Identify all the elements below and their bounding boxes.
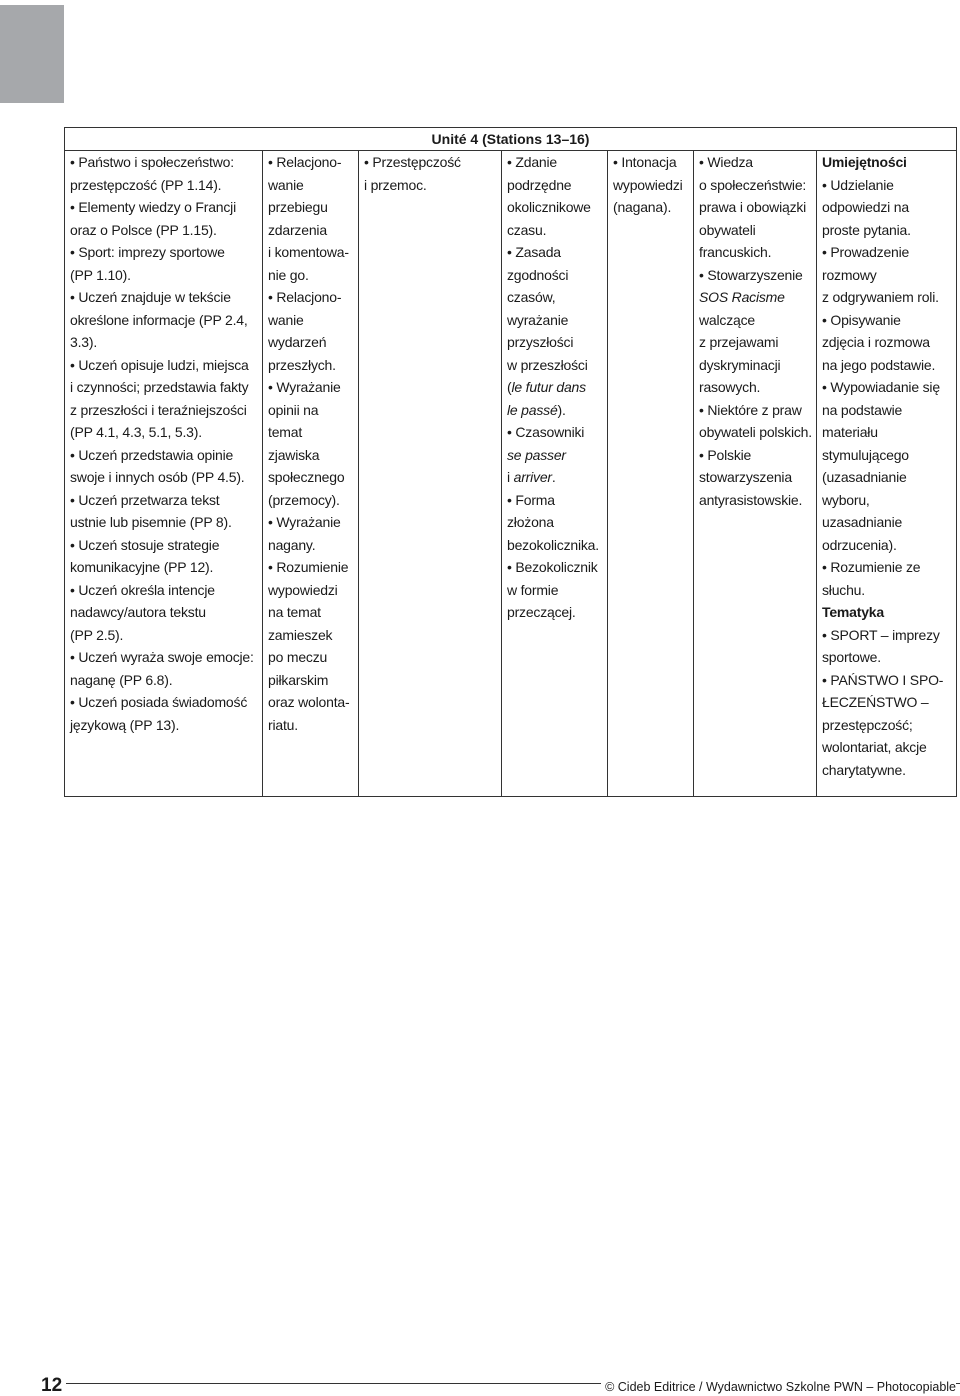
cell-line: • Stowarzyszenie <box>699 266 803 283</box>
cell-line: komunikacyjne (PP 12). <box>70 559 214 575</box>
cell-line: w przeszłości <box>507 356 588 373</box>
cell-line: • Zasada <box>507 244 561 260</box>
cell-line: walczące <box>699 311 755 328</box>
cell-line: wypowiedzi <box>268 581 338 598</box>
cell-line: czasów, <box>507 289 556 305</box>
cell-line: • Forma <box>507 491 555 508</box>
cell-line: • Opisywanie <box>822 311 901 328</box>
cell-line: • Uczeń stosuje strategie <box>70 536 220 553</box>
cell-line: • Uczeń wyraża swoje emocje: <box>70 649 254 665</box>
page-number: 12 <box>41 1375 63 1396</box>
cell-line: • Wiedza <box>699 154 753 170</box>
cell-line: riatu. <box>268 716 298 733</box>
cell-line: oraz o Polsce (PP 1.15). <box>70 221 217 238</box>
cell-line: • Elementy wiedzy o Francji <box>70 199 237 215</box>
cell-line: ustnie lub pisemnie (PP 8). <box>70 514 232 530</box>
cell-line: (nagana). <box>613 199 672 215</box>
cell-line: przestępczość (PP 1.14). <box>70 176 222 193</box>
cell-line: • Uczeń przetwarza tekst <box>70 491 220 508</box>
cell-line: przyszłości <box>507 334 574 350</box>
cell-line: na jego podstawie. <box>822 356 936 373</box>
cell-line: nie go. <box>268 266 309 283</box>
cell-line: (przemocy). <box>268 491 340 508</box>
cell-line: wyboru, <box>822 491 870 508</box>
cell-line: • Niektóre z praw <box>699 401 802 418</box>
cell-line: uzasadnianie <box>822 514 903 530</box>
cell-line: rozmowy <box>822 266 877 283</box>
cell-line: • Wyrażanie <box>268 379 341 395</box>
cell-line: i komentowa- <box>268 244 349 260</box>
cell-line: prawa i obowiązki <box>699 199 807 215</box>
cell-line: obywateli polskich. <box>699 424 812 440</box>
column-curriculum-requirements <box>65 151 263 796</box>
cell-line: nadawcy/autora tekstu <box>70 604 206 620</box>
cell-line: językową (PP 13). <box>70 716 180 733</box>
cell-line: czasu. <box>507 221 547 238</box>
cell-line: • Bezokolicznik <box>507 559 598 575</box>
cell-line: piłkarskim <box>268 671 329 688</box>
cell-line: bezokolicznika. <box>507 536 599 553</box>
cell-line: • Uczeń znajduje w tekście <box>70 289 231 305</box>
cell-line: wanie <box>268 176 304 193</box>
cell-line: • Uczeń posiada świadomość <box>70 694 248 710</box>
cell-line: zamieszek <box>268 626 333 643</box>
cell-line: proste pytania. <box>822 221 911 238</box>
cell-line: wyrażanie <box>507 311 569 328</box>
cell-line: w formie <box>507 581 559 598</box>
cell-line: • Intonacja <box>613 154 677 170</box>
cell-line: SOS Racisme <box>699 289 785 305</box>
cell-line: obywateli <box>699 221 756 238</box>
cell-line: okolicznikowe <box>507 199 591 215</box>
cell-line: przeszłych. <box>268 356 336 373</box>
cell-line: • Udzielanie <box>822 176 894 193</box>
cell-line: zdjęcia i rozmowa <box>822 334 930 350</box>
cell-line: • Sport: imprezy sportowe <box>70 244 225 260</box>
cell-line: • Relacjono- <box>268 289 342 305</box>
cell-line: Umiejętności <box>822 154 907 170</box>
cell-line: zdarzenia <box>268 221 327 238</box>
cell-line: • Rozumienie <box>268 559 349 575</box>
cell-line: o społeczeństwie: <box>699 176 807 193</box>
column-phonetics <box>608 151 694 796</box>
unit-title: Unité 4 (Stations 13–16) <box>65 128 956 151</box>
cell-line: • Relacjono- <box>268 154 342 170</box>
cell-line: (uzasadnianie <box>822 469 907 485</box>
cell-line: • Prowadzenie <box>822 244 910 260</box>
cell-line: przestępczość; <box>822 716 913 733</box>
cell-line: • Przestępczość <box>364 154 461 170</box>
cell-line: po meczu <box>268 649 328 665</box>
cell-line: charytatywne. <box>822 761 906 778</box>
cell-line: rasowych. <box>699 379 761 395</box>
cell-line: słuchu. <box>822 581 865 598</box>
cell-line: se passer <box>507 446 566 463</box>
cell-line: zgodności <box>507 266 569 283</box>
cell-line: i przemoc. <box>364 176 427 193</box>
cell-line: • Zdanie <box>507 154 557 170</box>
cell-line: naganę (PP 6.8). <box>70 671 173 688</box>
cell-line: podrzędne <box>507 176 572 193</box>
cell-line: • Czasowniki <box>507 424 585 440</box>
corner-tab <box>0 5 64 103</box>
cell-line: • PAŃSTWO I SPO- <box>822 671 944 688</box>
cell-line: (PP 2.5). <box>70 626 124 643</box>
cell-line: złożona <box>507 514 554 530</box>
cell-line: stowarzyszenia <box>699 469 792 485</box>
cell-line: (PP 4.1, 4.3, 5.1, 5.3). <box>70 424 202 440</box>
cell-line: wypowiedzi <box>613 176 683 193</box>
cell-line: z przeszłości i teraźniejszości <box>70 401 247 418</box>
cell-line: (le futur dans <box>507 379 586 395</box>
cell-line: antyrasistowskie. <box>699 491 803 508</box>
cell-line: Tematyka <box>822 604 884 620</box>
cell-line: • SPORT – imprezy <box>822 626 940 643</box>
cell-line: przebiegu <box>268 199 328 215</box>
cell-line: • Uczeń przedstawia opinie <box>70 446 234 463</box>
column-grammar <box>502 151 608 796</box>
cell-line: odrzucenia). <box>822 536 897 553</box>
cell-line: przeczącej. <box>507 604 576 620</box>
cell-line: ŁECZEŃSTWO – <box>822 694 929 710</box>
cell-line: wolontariat, akcje <box>822 739 927 755</box>
cell-line: sportowe. <box>822 649 881 665</box>
cell-line: • Wypowiadanie się <box>822 379 940 395</box>
cell-line: opinii na <box>268 401 319 418</box>
cell-line: dyskryminacji <box>699 356 781 373</box>
cell-line: • Rozumienie ze <box>822 559 921 575</box>
cell-line: materiału <box>822 424 878 440</box>
cell-line: francuskich. <box>699 244 772 260</box>
cell-line: określone informacje (PP 2.4, <box>70 311 248 328</box>
cell-line: stymulującego <box>822 446 909 463</box>
cell-line: i arriver. <box>507 469 556 485</box>
cell-line: z przejawami <box>699 334 779 350</box>
cell-line: • Polskie <box>699 446 752 463</box>
cell-line: • Uczeń określa intencje <box>70 581 215 598</box>
cell-line: i czynności; przedstawia fakty <box>70 379 249 395</box>
cell-line: le passé). <box>507 401 566 418</box>
cell-line: temat <box>268 424 303 440</box>
cell-line: na temat <box>268 604 321 620</box>
cell-line: • Uczeń opisuje ludzi, miejsca <box>70 356 249 373</box>
footer-credit: © Cideb Editrice / Wydawnictwo Szkolne PWN – Photocopiable <box>601 1379 956 1395</box>
table-columns <box>65 151 956 796</box>
column-communication-functions <box>263 151 359 796</box>
cell-line: na podstawie <box>822 401 903 418</box>
cell-line: (PP 1.10). <box>70 266 131 283</box>
column-culture <box>694 151 817 796</box>
cell-line: nagany. <box>268 536 316 553</box>
cell-line: z odgrywaniem roli. <box>822 289 939 305</box>
cell-line: • Wyrażanie <box>268 514 341 530</box>
cell-line: 3.3). <box>70 334 98 350</box>
cell-line: oraz wolonta- <box>268 694 350 710</box>
column-exam-skills <box>817 151 956 796</box>
cell-line: • Państwo i społeczeństwo: <box>70 154 234 170</box>
cell-line: odpowiedzi na <box>822 199 909 215</box>
curriculum-table <box>64 127 957 797</box>
cell-line: zjawiska <box>268 446 320 463</box>
cell-line: społecznego <box>268 469 345 485</box>
cell-line: wanie <box>268 311 304 328</box>
cell-line: wydarzeń <box>268 334 327 350</box>
cell-line: swoje i innych osób (PP 4.5). <box>70 469 245 485</box>
column-vocabulary <box>359 151 502 796</box>
